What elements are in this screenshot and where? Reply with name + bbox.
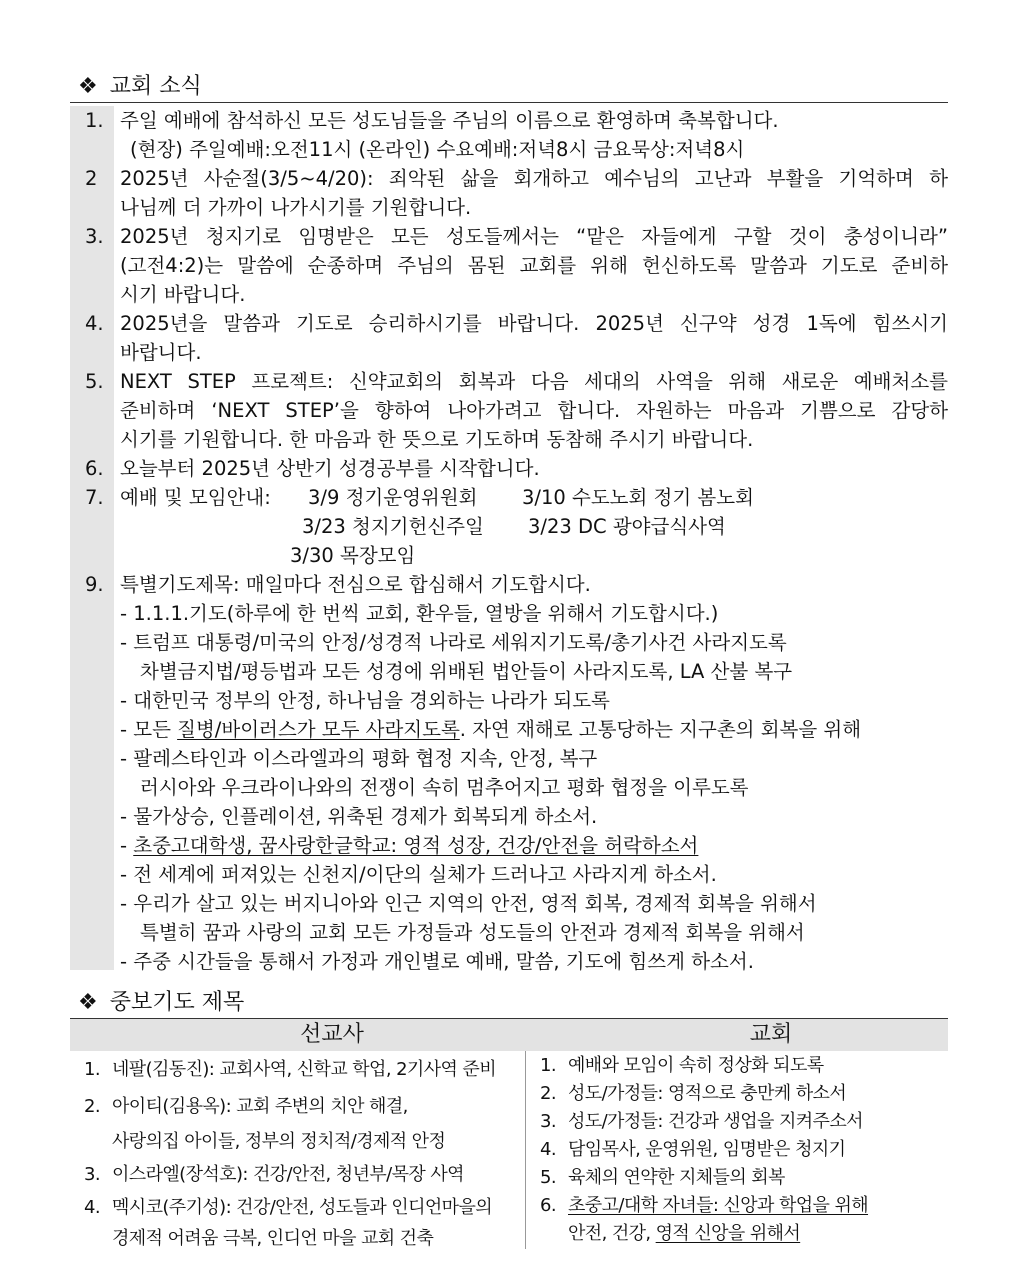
prayer-bullet: - 모든 질병/바이러스가 모두 사라지도록. 자연 재해로 고통당하는 지구촌의 회복을 위해 [120, 718, 862, 741]
news-item-7-schedule: 7. 예배 및 모임안내: 3/9 정기운영위원회 3/10 수도노회 정기 봄노회 3/23 청지기헌신주일 3/23 DC 광야급식사역 3/30 목장모임 [85, 486, 754, 567]
missionary-column-header: 선교사 [300, 1022, 364, 1047]
missionary-item: 4. 멕시코(주기성): 건강/안전, 성도들과 인디언마을의 경제적 어려움 극복, 인디언 마을 교회 건축 [84, 1197, 493, 1249]
church-item: 3. 성도/가정들: 건강과 생업을 지켜주소서 [540, 1111, 863, 1132]
diamond-bullet-icon: ❖ [78, 74, 98, 99]
news-list [70, 106, 948, 976]
church-item: 6. 초중고/대학 자녀들: 신앙과 학업을 위해 안전, 건강, 영적 신앙을 위해서 [540, 1195, 869, 1244]
intercession-heading: ❖ 중보기도 제목 [78, 990, 245, 1015]
news-item-5: 5. NEXT STEP 프로젝트: 신약교회의 회복과 다음 세대의 사역을 위해 새로운 예배처소를 준비하며 ‘NEXT STEP’을 향하여 나아가려고 합니다. 자원하는 마음과 기쁨으로 감당하 시기를 기원합니다. 한 마음과 한 뜻으로 기도하며 동참해 주시기 바랍니다. [85, 370, 948, 451]
church-item: 4. 담임목사, 운영위원, 임명받은 청지기 [540, 1139, 846, 1160]
prayer-bullet: - 물가상승, 인플레이션, 위축된 경제가 회복되게 하소서. [120, 805, 598, 828]
prayer-bullet: - 초중고대학생, 꿈사랑한글학교: 영적 성장, 건강/안전을 허락하소서 [120, 834, 699, 857]
intercession-table-header [70, 1019, 948, 1051]
prayer-bullet: - 트럼프 대통령/미국의 안정/성경적 나라로 세워지기도록/총기사건 사라지도록 [120, 631, 787, 654]
church-item: 2. 성도/가정들: 영적으로 충만케 하소서 [540, 1083, 847, 1104]
column-divider [525, 1051, 526, 1249]
church-item: 5. 육체의 연약한 지체들의 회복 [540, 1167, 785, 1188]
church-prayer-list [540, 1052, 940, 1248]
news-item-9-prayer: 9. 특별기도제목: 매일마다 전심으로 합심해서 기도합시다. - 1.1.1.기도(하루에 한 번씩 교회, 환우들, 열방을 위해서 기도합시다.) - 트럼프 대통령/미국의 안정/성경적 나라로 세워지기도록/총기사건 사라지도록 차별금지법/평등법과 모든 성경에 위배된 법안들이 사라지도록, LA 산불 복구 - 대한민국 정부의 안정, 하나님을 경외하는 나라가 되도록 - 모든 질병/바이러스가 모두 사라지도록. 자연 재해로 고통당하는 지구촌의 회복을 위해 - 팔레스타인과 이스라엘과의 평화 협정 지속, 안정, 복구 러시아와 우크라이나와의 전쟁이 속히 멈추어지고 평화 협정을 이루도록 - 물가상승, 인플레이션, 위축된 경제가 회복되게 하소서. - 초중고대학생, 꿈사랑한글학교: 영적 성장, 건강/안전을 허락하소서 - 전 세계에 퍼져있는 신천지/이단의 실체가 드러나고 사라지게 하소서. - 우리가 살고 있는 버지니아와 인근 지역의 안전, 영적 회복, 경제적 회복을 위해서 특별히 꿈과 사랑의 교회 모든 가정들과 성도들의 안전과 경제적 회복을 위해서 - 주중 시간들을 통해서 가정과 개인별로 예배, 말씀, 기도에 힘쓰게 하소서. [70, 570, 948, 976]
missionary-list [84, 1054, 522, 1254]
news-divider [70, 102, 948, 103]
news-item-6: 6. 오늘부터 2025년 상반기 성경공부를 시작합니다. [85, 457, 540, 480]
news-item-4: 4. 2025년을 말씀과 기도로 승리하시기를 바랍니다. 2025년 신구약 성경 1독에 힘쓰시기 바랍니다. [85, 312, 948, 364]
prayer-bullet: - 주중 시간들을 통해서 가정과 개인별로 예배, 말씀, 기도에 힘쓰게 하소서. [120, 950, 754, 973]
church-news-heading: ❖ 교회 소식 [78, 74, 202, 99]
missionary-item: 2. 아이티(김용옥): 교회 주변의 치안 해결, 사랑의집 아이들, 정부의 정치적/경제적 안정 [84, 1096, 446, 1152]
prayer-bullet: - 전 세계에 퍼져있는 신천지/이단의 실체가 드러나고 사라지게 하소서. [120, 863, 717, 886]
prayer-bullet: - 팔레스타인과 이스라엘과의 평화 협정 지속, 안정, 복구 [120, 747, 598, 770]
missionary-item: 1. 네팔(김동진): 교회사역, 신학교 학업, 2기사역 준비 [84, 1059, 496, 1080]
church-column-header: 교회 [749, 1022, 793, 1047]
prayer-bullet: - 대한민국 정부의 안정, 하나님을 경외하는 나라가 되도록 [120, 689, 610, 712]
prayer-bullet: - 우리가 살고 있는 버지니아와 인근 지역의 안전, 영적 회복, 경제적 회복을 위해서 [120, 892, 817, 915]
missionary-item: 3. 이스라엘(장석호): 건강/안전, 청년부/목장 사역 [84, 1164, 464, 1185]
news-item-3: 3. 2025년 청지기로 임명받은 모든 성도들께서는 “맡은 자들에게 구할 것이 충성이니라” (고전4:2)는 말씀에 순종하며 주님의 몸된 교회를 위해 헌신하도록 말씀과 기도로 준비하 시기 바랍니다. [85, 225, 948, 306]
church-item: 1. 예배와 모임이 속히 정상화 되도록 [540, 1055, 824, 1076]
prayer-bullet: - 1.1.1.기도(하루에 한 번씩 교회, 환우들, 열방을 위해서 기도합시다.) [120, 602, 719, 625]
diamond-bullet-icon: ❖ [78, 990, 98, 1015]
news-item-1: 1. 주일 예배에 참석하신 모든 성도님들을 주님의 이름으로 환영하며 축복합니다. (현장) 주일예배:오전11시 (온라인) 수요예배:저녁8시 금요묵상:저녁8시 [85, 109, 779, 161]
news-item-2: 2 2025년 사순절(3/5~4/20): 죄악된 삶을 회개하고 예수님의 고난과 부활을 기억하며 하 나님께 더 가까이 나가시기를 기원합니다. [85, 167, 948, 219]
